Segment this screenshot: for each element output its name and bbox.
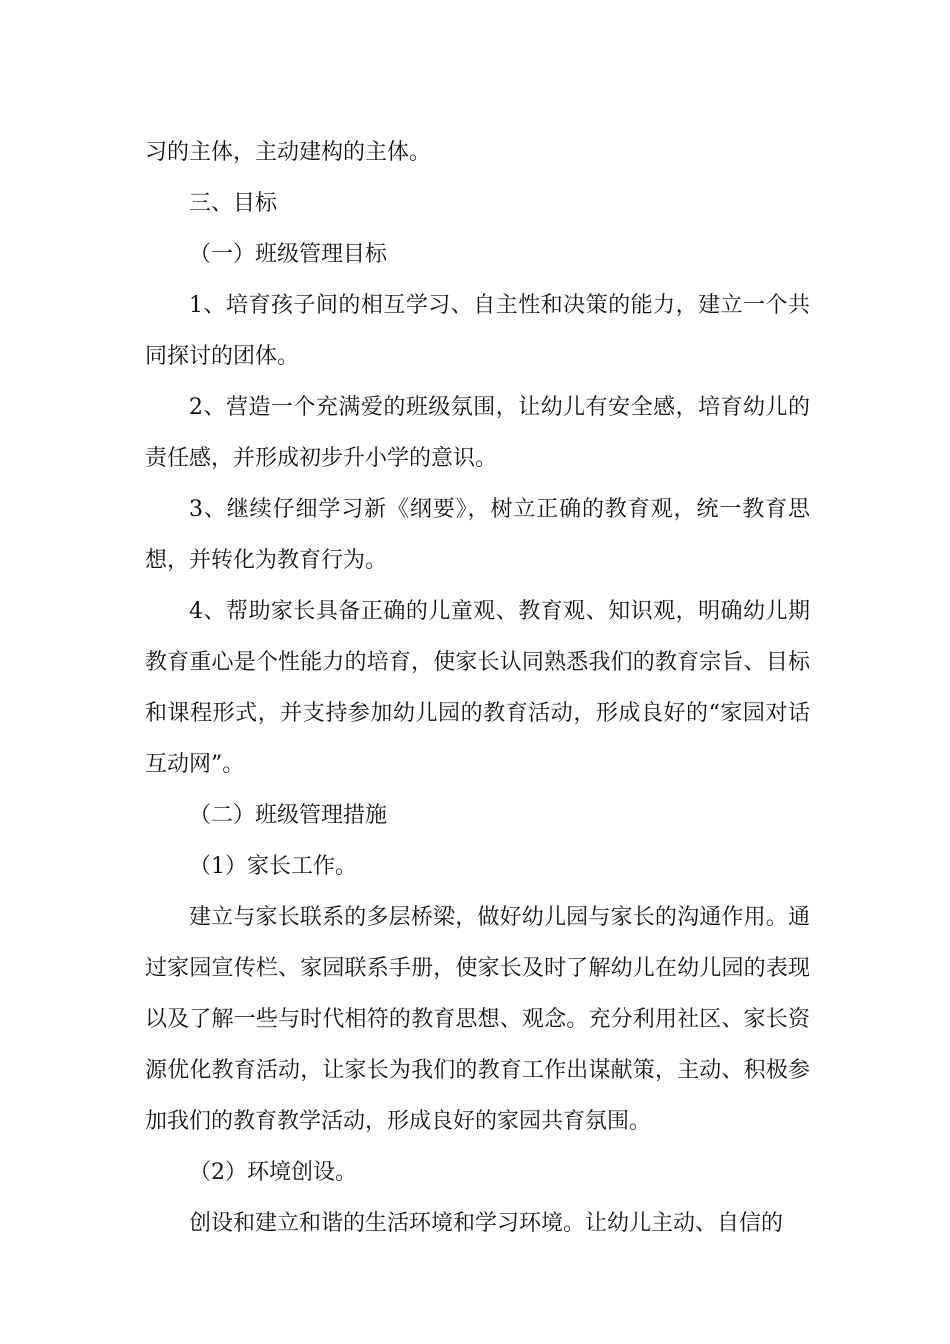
measure-paragraph-parent-work: 建立与家长联系的多层桥梁，做好幼儿园与家长的沟通作用。通过家园宣传栏、家园联系手册，使家长及时了解幼儿在幼儿园的表现以及了解一些与时代相符的教育思想、观念。充分利用社区、家长资源优化教育活动，让家长为我们的教育工作出谋献策，主动、积极参加我们的教育教学活动，形成良好的家园共育氛围。	[145, 905, 810, 1134]
measure-heading-parent-work: （1）家长工作。	[189, 854, 357, 879]
goal-item-1: 1、培育孩子间的相互学习、自主性和决策的能力，建立一个共同探讨的团体。	[145, 293, 810, 369]
measure-heading-environment: （2）环境创设。	[189, 1160, 357, 1185]
goal-item-2: 2、营造一个充满爱的班级氛围，让幼儿有安全感，培育幼儿的责任感，并形成初步升小学的意识。	[145, 395, 810, 471]
subheading-class-management-goals: （一）班级管理目标	[189, 242, 388, 267]
section-heading-goals: 三、目标	[189, 191, 278, 216]
document-body	[145, 127, 810, 1249]
goal-item-3: 3、继续仔细学习新《纲要》，树立正确的教育观，统一教育思想，并转化为教育行为。	[145, 497, 810, 573]
paragraph-continuation: 习的主体，主动建构的主体。	[145, 140, 432, 165]
goal-item-4: 4、帮助家长具备正确的儿童观、教育观、知识观，明确幼儿期教育重心是个性能力的培育，使家长认同熟悉我们的教育宗旨、目标和课程形式，并支持参加幼儿园的教育活动，形成良好的“家园对话互动网”。	[145, 599, 810, 777]
subheading-class-management-measures: （二）班级管理措施	[189, 803, 388, 828]
measure-paragraph-environment: 创设和建立和谐的生活环境和学习环境。让幼儿主动、自信的	[189, 1211, 784, 1236]
